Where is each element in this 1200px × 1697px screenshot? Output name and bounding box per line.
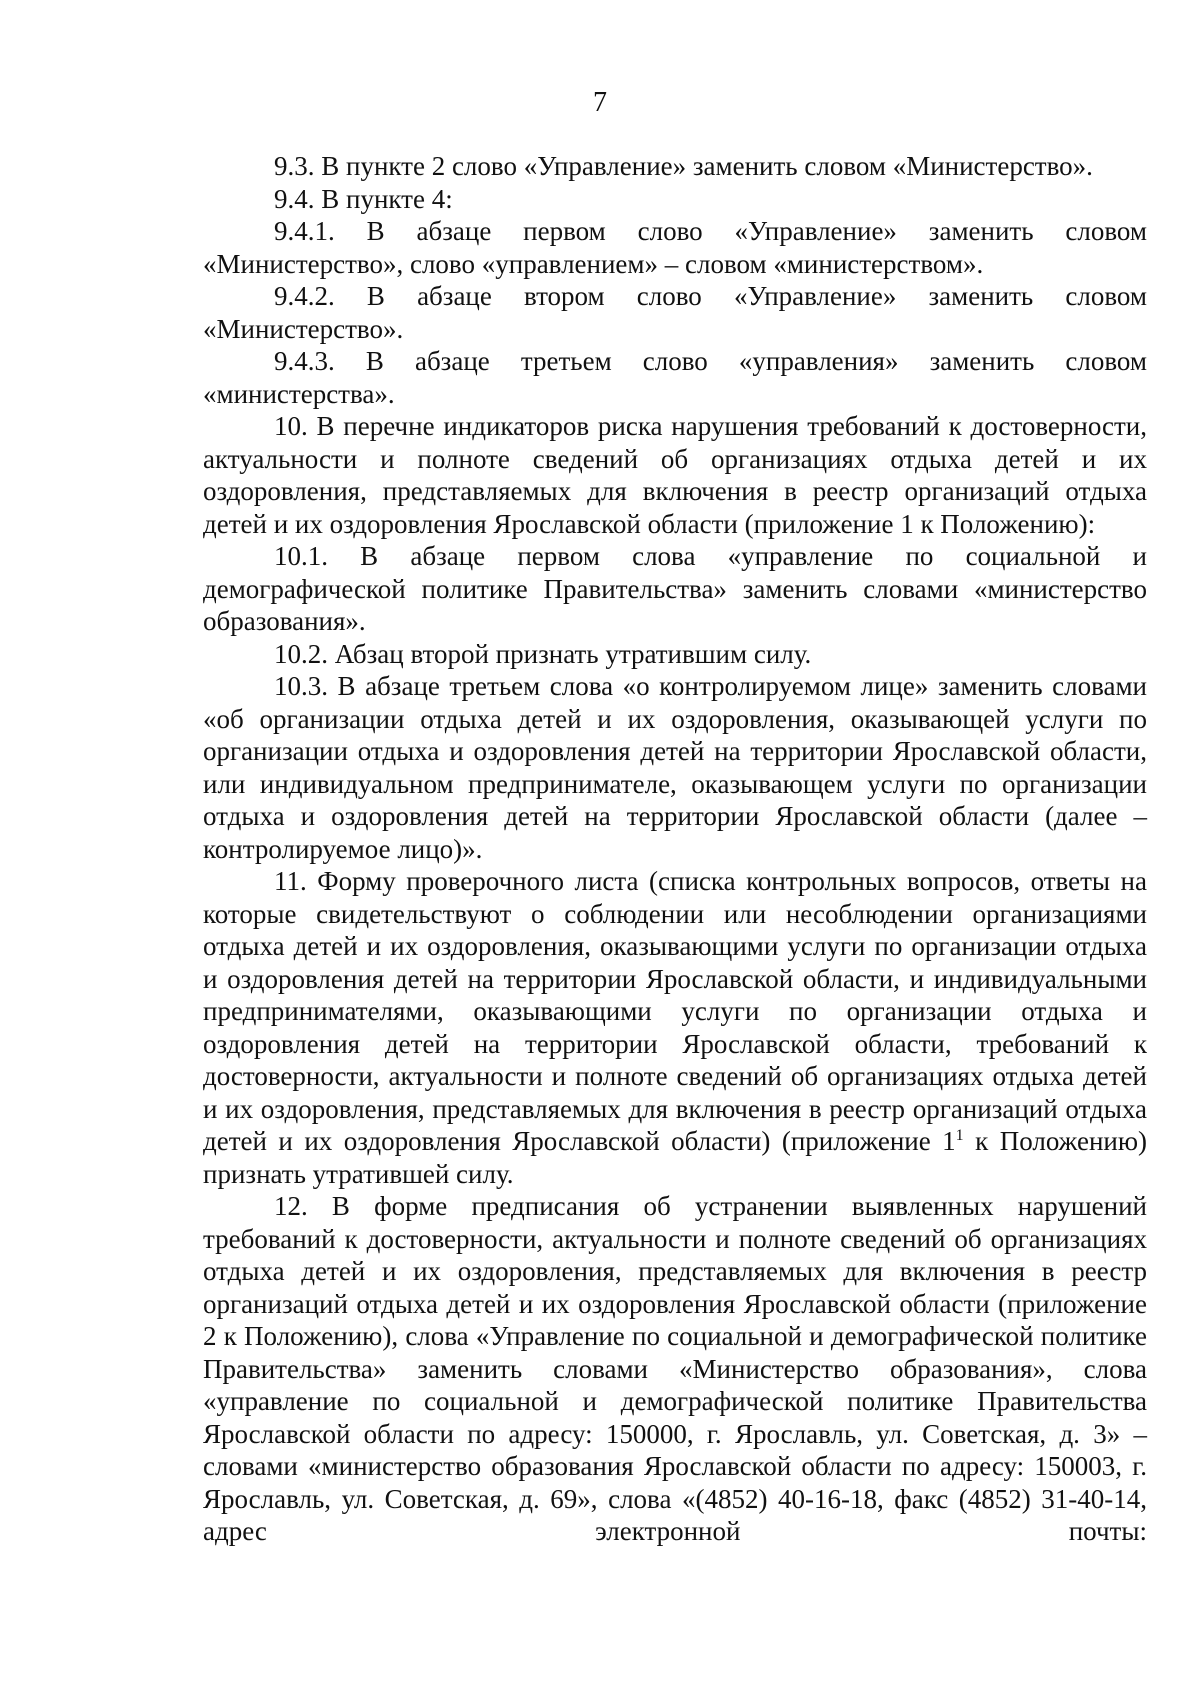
annex-superscript: 1 (955, 1127, 964, 1144)
paragraph-9-4-1: 9.4.1. В абзаце первом слово «Управление» заменить словом «Министерство», слово «управлением» – словом «министерством». (203, 216, 1147, 279)
paragraph-11-text-end: к Положению) признать утратившей силу. (203, 1126, 1148, 1189)
paragraph-9-4-2: 9.4.2. В абзаце втором слово «Управление» заменить словом «Министерство». (203, 281, 1147, 344)
paragraph-9-4: 9.4. В пункте 4: (274, 183, 453, 214)
document-body (203, 150, 1147, 1548)
paragraph-10-1: 10.1. В абзаце первом слова «управление по социальной и демографической политике Правительства» заменить словами «министерство образования». (203, 541, 1147, 636)
paragraph-11-text: 11. Форму проверочного листа (списка контрольных вопросов, ответы на которые свидетельствуют о соблюдении или несоблюдении организациями отдыха детей и их оздоровления, оказывающими услуги по организации отдыха и оздоровления детей на территории Ярославской области, и индивидуальными предпринимателями, оказывающими услуги по организации отдыха и оздоровления детей на территории Ярославской области, требований к достоверности, актуальности и полноте сведений об организациях отдыха детей и их оздоровления, представляемых для включения в реестр организаций отдыха детей и их оздоровления Ярославской области) (приложение 1 (203, 866, 1147, 1156)
paragraph-10: 10. В перечне индикаторов риска нарушения требований к достоверности, актуальности и полноте сведений об организациях отдыха детей и их оздоровления, представляемых для включения в реестр организаций отдыха детей и их оздоровления Ярославской области (приложение 1 к Положению): (203, 411, 1147, 539)
paragraph-10-3: 10.3. В абзаце третьем слова «о контролируемом лице» заменить словами «об организации отдыха детей и их оздоровления, оказывающей услуги по организации отдыха и оздоровления детей на территории Ярославской области, или индивидуальном предпринимателе, оказывающем услуги по организации отдыха и оздоровления детей на территории Ярославской области (далее – контролируемое лицо)». (203, 671, 1147, 864)
paragraph-12: 12. В форме предписания об устранении выявленных нарушений требований к достоверности, актуальности и полноте сведений об организациях отдыха детей и их оздоровления, представляемых для включения в реестр организаций отдыха детей и их оздоровления Ярославской области (приложение 2 к Положению), слова «Управление по социальной и демографической политике Правительства» заменить словами «Министерство образования», слова «управление по социальной и демографической политике Правительства Ярославской области по адресу: 150000, г. Ярославль, ул. Советская, д. 3» – словами «министерство образования Ярославской области по адресу: 150003, г. Ярославль, ул. Советская, д. 69», слова «(4852) 40-16-18, факс (4852) 31-40-14, адрес электронной почты: (203, 1191, 1147, 1546)
paragraph-9-3: 9.3. В пункте 2 слово «Управление» заменить словом «Министерство». (274, 151, 1093, 181)
page-number: 7 (593, 87, 607, 118)
paragraph-9-4-3: 9.4.3. В абзаце третьем слово «управления» заменить словом «министерства». (203, 346, 1147, 409)
paragraph-10-2: 10.2. Абзац второй признать утратившим силу. (274, 638, 812, 669)
paragraph-11 (203, 865, 1147, 1190)
